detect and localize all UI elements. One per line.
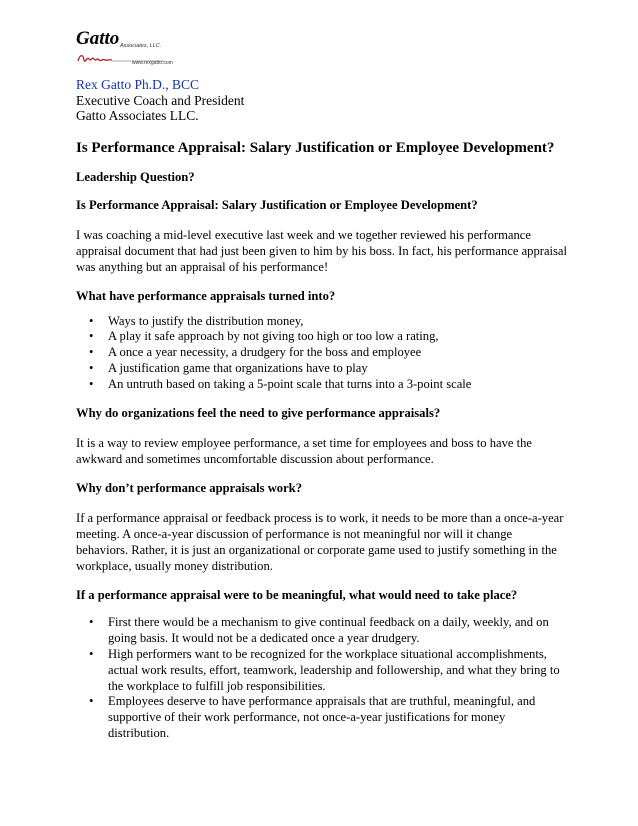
company-logo xyxy=(76,30,576,72)
leadership-question: Is Performance Appraisal: Salary Justification or Employee Development? xyxy=(76,197,478,212)
document-title: Is Performance Appraisal: Salary Justification or Employee Development? xyxy=(76,139,555,156)
author-block xyxy=(76,77,576,124)
list-item: • An untruth based on taking a 5-point scale that turns into a 3-point scale xyxy=(89,376,472,391)
logo-subtitle: Associates, LLC. xyxy=(120,43,162,49)
list-item: • A play it safe approach by not giving too high or too low a rating, xyxy=(89,329,439,344)
list-item: • Ways to justify the distribution money, xyxy=(89,313,304,328)
bullet-icon: • xyxy=(89,647,94,662)
paragraph-why-dont-work xyxy=(76,510,576,574)
logo-wordmark: Gatto xyxy=(76,28,120,49)
author-company: Gatto Associates LLC. xyxy=(76,108,199,123)
list-item: • First there would be a mechanism to give continual feedback on a daily, weekly, and on going basis. It would not be a dedicated once a year drudgery. xyxy=(89,615,549,646)
bullet-icon: • xyxy=(89,615,94,630)
document-page xyxy=(76,30,576,742)
line: awkward and sometimes uncomfortable discussion about performance. xyxy=(76,452,434,467)
bullet-icon: • xyxy=(89,313,94,328)
section-heading-why-dont-work: Why don’t performance appraisals work? xyxy=(76,481,302,496)
section-heading-turned-into: What have performance appraisals turned into? xyxy=(76,288,336,303)
logo-url: www.rexgatto.com xyxy=(132,60,173,66)
bullet-icon: • xyxy=(89,329,94,344)
line: meeting. A once-a-year discussion of performance is not meaningful nor will it change xyxy=(76,527,513,542)
line: appraisal document that had just been given to him by his boss. In fact, his performance appraisal xyxy=(76,243,568,258)
list-item: • A justification game that organizations have to play xyxy=(89,360,368,375)
section-heading-meaningful: If a performance appraisal were to be meaningful, what would need to take place? xyxy=(76,588,518,603)
paragraph-why-give xyxy=(76,435,576,467)
bullet-icon: • xyxy=(89,694,94,709)
line: I was coaching a mid-level executive last week and we together reviewed his performance xyxy=(76,227,531,242)
bullet-list-meaningful xyxy=(76,615,576,741)
bullet-list-turned-into xyxy=(76,314,576,393)
line: was anything but an appraisal of his performance! xyxy=(76,259,329,274)
section-heading-why-give: Why do organizations feel the need to give performance appraisals? xyxy=(76,406,441,421)
bullet-icon: • xyxy=(89,360,94,375)
list-item: • A once a year necessity, a drudgery for the boss and employee xyxy=(89,345,422,360)
line: If a performance appraisal or feedback process is to work, it needs to be more than a once-a-year xyxy=(76,511,564,526)
author-title: Executive Coach and President xyxy=(76,92,245,108)
section-heading-leadership: Leadership Question? xyxy=(76,169,195,184)
bullet-icon: • xyxy=(89,376,94,391)
line: workplace, usually money distribution. xyxy=(76,559,273,574)
author-name-link[interactable]: Rex Gatto Ph.D., BCC xyxy=(76,77,200,92)
line: It is a way to review employee performance, a set time for employees and boss to have the xyxy=(76,436,533,451)
list-item: • High performers want to be recognized for the workplace situational accomplishments, actual work results, effort, teamwork, leadership and followership, and what they bring to the workplace to fulfill job responsibilities. xyxy=(89,647,560,693)
paragraph-intro xyxy=(76,227,576,275)
bullet-icon: • xyxy=(89,345,94,360)
line: behaviors. Rather, it is just an organizational or corporate game used to justify something in the xyxy=(76,543,557,558)
list-item: • Employees deserve to have performance appraisals that are truthful, meaningful, and supportive of their work performance, not once-a-year justifications for money distribution. xyxy=(89,694,536,741)
